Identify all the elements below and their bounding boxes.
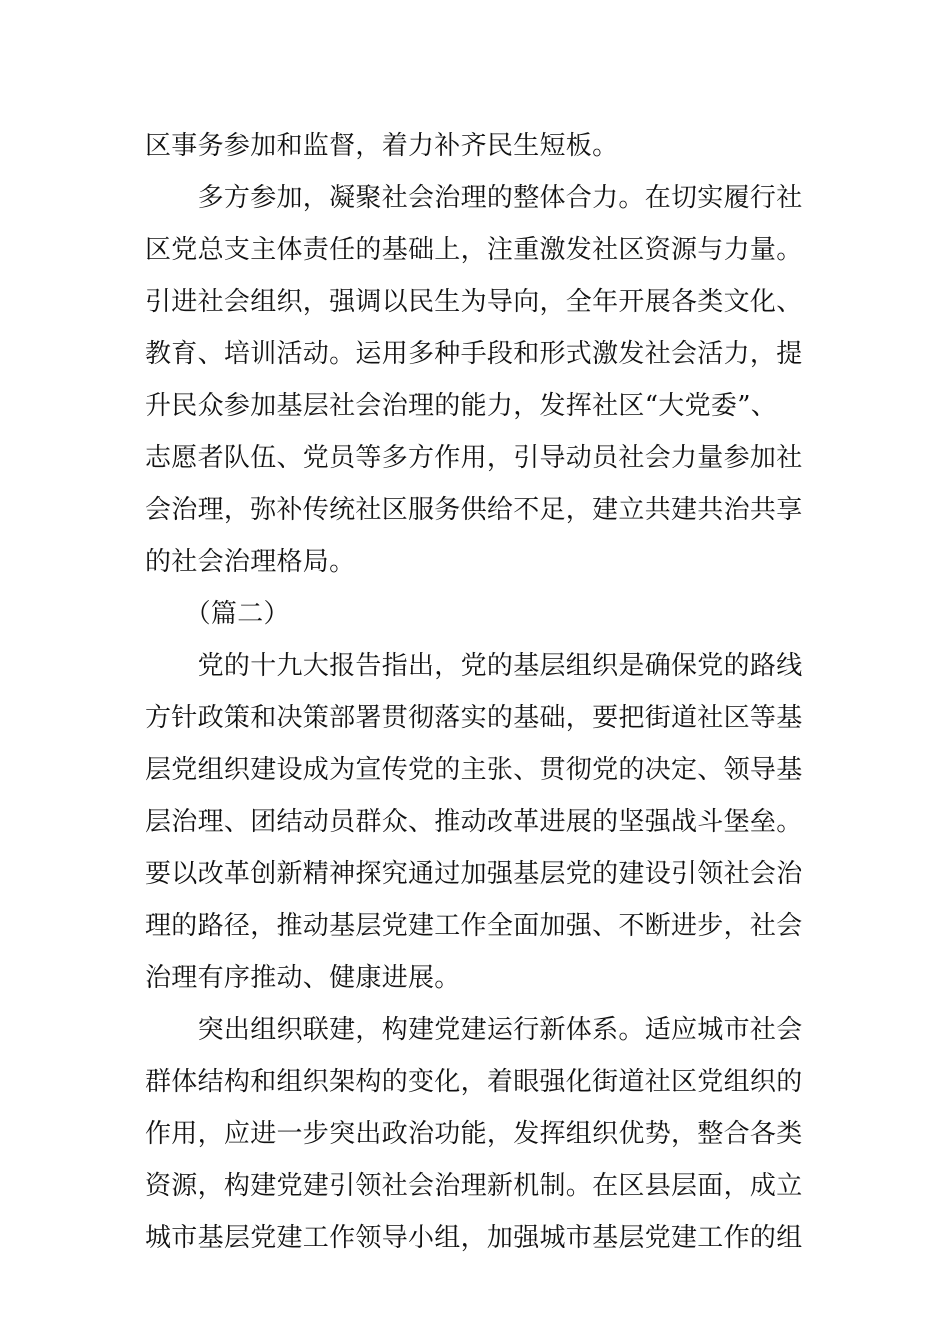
text-line: 教育、培训活动。运用多种手段和形式激发社会活力，提 — [145, 339, 803, 369]
section-heading: （篇二） — [145, 599, 290, 629]
text-line: 多方参加，凝聚社会治理的整体合力。在切实履行社 — [145, 183, 803, 213]
text-line: 方针政策和决策部署贯彻落实的基础，要把街道社区等基 — [145, 703, 803, 733]
text-line: 资源，构建党建引领社会治理新机制。在区县层面，成立 — [145, 1171, 803, 1201]
text-line: 引进社会组织，强调以民生为导向，全年开展各类文化、 — [145, 287, 803, 317]
text-line: 会治理，弥补传统社区服务供给不足，建立共建共治共享 — [145, 495, 803, 525]
text-line: 党的十九大报告指出，党的基层组织是确保党的路线 — [145, 651, 803, 681]
text-line: 区事务参加和监督，着力补齐民生短板。 — [145, 131, 619, 161]
text-line: 要以改革创新精神探究通过加强基层党的建设引领社会治 — [145, 859, 803, 889]
text-line: 志愿者队伍、党员等多方作用，引导动员社会力量参加社 — [145, 443, 803, 473]
text-line: 突出组织联建，构建党建运行新体系。适应城市社会 — [145, 1015, 803, 1045]
text-line: 治理有序推动、健康进展。 — [145, 963, 461, 993]
text-line: 作用，应进一步突出政治功能，发挥组织优势，整合各类 — [145, 1119, 803, 1149]
text-line: 群体结构和组织架构的变化，着眼强化街道社区党组织的 — [145, 1067, 803, 1097]
text-line: 升民众参加基层社会治理的能力，发挥社区“大党委”、 — [145, 391, 778, 421]
text-line: 的社会治理格局。 — [145, 547, 356, 577]
text-line: 区党总支主体责任的基础上，注重激发社区资源与力量。 — [145, 235, 803, 265]
document-body — [145, 120, 815, 1264]
text-line: 理的路径，推动基层党建工作全面加强、不断进步，社会 — [145, 911, 803, 941]
text-line: 层治理、团结动员群众、推动改革进展的坚强战斗堡垒。 — [145, 807, 803, 837]
text-line: 层党组织建设成为宣传党的主张、贯彻党的决定、领导基 — [145, 755, 803, 785]
text-line: 城市基层党建工作领导小组，加强城市基层党建工作的组 — [145, 1223, 803, 1253]
